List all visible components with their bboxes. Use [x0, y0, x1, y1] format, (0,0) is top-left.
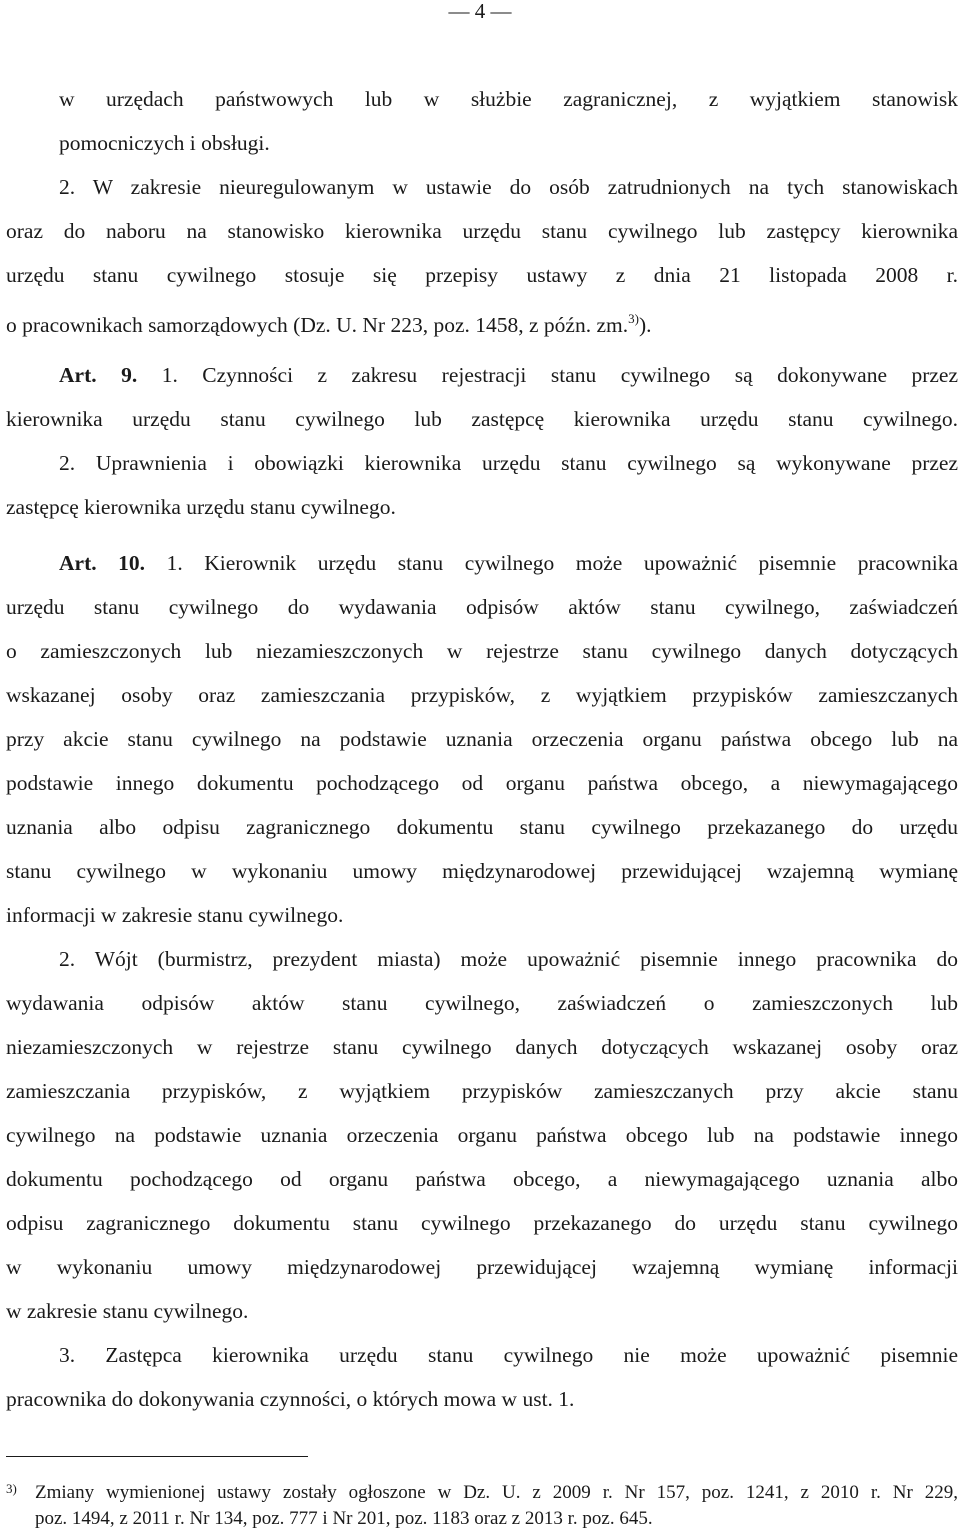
text-line: 2. Uprawnienia i obowiązki kierownika urzędu stanu cywilnego są wykonywane przez: [59, 451, 958, 475]
text-segment: o pracownikach samorządowych (Dz. U. Nr 223, poz. 1458, z późn. zm.: [6, 313, 629, 337]
text-line: w wykonaniu umowy międzynarodowej przewidującej wzajemną wymianę informacji: [6, 1255, 958, 1279]
article-label: Art. 10.: [59, 551, 146, 575]
article-label: Art. 9.: [59, 363, 138, 387]
text-line: uznania albo odpisu zagranicznego dokumentu stanu cywilnego przekazanego do urzędu: [6, 815, 958, 839]
text-line: 3. Zastępca kierownika urzędu stanu cywilnego nie może upoważnić pisemnie: [59, 1343, 958, 1367]
text-segment: 1. Czynności z zakresu rejestracji stanu cywilnego są dokonywane przez: [161, 363, 959, 387]
article-10: [6, 541, 958, 1421]
text-line: wskazanej osoby oraz zamieszczania przypisków, z wyjątkiem przypisków zamieszczanych: [6, 683, 958, 707]
text-line: w zakresie stanu cywilnego.: [6, 1299, 249, 1323]
text-line: 2. W zakresie nieuregulowanym w ustawie do osób zatrudnionych na tych stanowiskach: [59, 175, 958, 199]
footnote: [6, 1480, 958, 1532]
footnote-text: [35, 1480, 958, 1532]
text-line: pomocniczych i obsługi.: [59, 131, 270, 155]
text-line: niezamieszczonych w rejestrze stanu cywilnego danych dotyczących wskazanej osoby oraz: [6, 1035, 958, 1059]
text-line: informacji w zakresie stanu cywilnego.: [6, 903, 344, 927]
text-line: wydawania odpisów aktów stanu cywilnego, zaświadczeń o zamieszczonych lub: [6, 991, 958, 1015]
text-line: przy akcie stanu cywilnego na podstawie uznania orzeczenia organu państwa obcego lub na: [6, 727, 958, 751]
text-line: urzędu stanu cywilnego do wydawania odpisów aktów stanu cywilnego, zaświadczeń: [6, 595, 958, 619]
text-line: w urzędach państwowych lub w służbie zagranicznej, z wyjątkiem stanowisk: [59, 87, 958, 111]
paragraph-continuation: [6, 77, 958, 165]
text-line: podstawie innego dokumentu pochodzącego od organu państwa obcego, a niewymagającego: [6, 771, 958, 795]
text-line: poz. 1494, z 2011 r. Nr 134, poz. 777 i Nr 201, poz. 1183 oraz z 2013 r. poz. 645.: [35, 1508, 653, 1529]
text-line: cywilnego na podstawie uznania orzeczenia organu państwa obcego lub na podstawie innego: [6, 1123, 958, 1147]
text-line: zamieszczania przypisków, z wyjątkiem przypisków zamieszczanych przy akcie stanu: [6, 1079, 958, 1103]
text-segment: 1. Kierownik urzędu stanu cywilnego może upoważnić pisemnie pracownika: [166, 551, 959, 575]
text-line: stanu cywilnego w wykonaniu umowy międzynarodowej przewidującej wzajemną wymianę: [6, 859, 958, 883]
text-line: odpisu zagranicznego dokumentu stanu cywilnego przekazanego do urzędu stanu cywilnego: [6, 1211, 958, 1235]
text-line: [6, 353, 958, 397]
text-line: oraz do naboru na stanowisko kierownika urzędu stanu cywilnego lub zastępcy kierownika: [6, 219, 958, 243]
footnote-mark: 3): [6, 1481, 17, 1496]
text-line: Zmiany wymienionej ustawy zostały ogłoszone w Dz. U. z 2009 r. Nr 157, poz. 1241, z 2010 r. Nr 229,: [35, 1482, 958, 1503]
article-9: [6, 353, 958, 529]
footnote-reference: 3): [628, 311, 639, 326]
text-line: kierownika urzędu stanu cywilnego lub zastępcę kierownika urzędu stanu cywilnego.: [6, 407, 958, 431]
text-line: zastępcę kierownika urzędu stanu cywilnego.: [6, 495, 396, 519]
text-line: 2. Wójt (burmistrz, prezydent miasta) może upoważnić pisemnie innego pracownika do: [59, 947, 958, 971]
text-line: dokumentu pochodzącego od organu państwa obcego, a niewymagającego uznania albo: [6, 1167, 958, 1191]
paragraph-2: [6, 165, 958, 341]
text-line: [6, 297, 958, 341]
text-segment: ).: [638, 313, 652, 337]
footnote-separator: [6, 1456, 308, 1457]
text-line: [6, 541, 958, 585]
text-line: o zamieszczonych lub niezamieszczonych w rejestrze stanu cywilnego danych dotyczących: [6, 639, 958, 663]
text-line: pracownika do dokonywania czynności, o których mowa w ust. 1.: [6, 1387, 575, 1411]
page-number: — 4 —: [448, 0, 512, 23]
text-line: urzędu stanu cywilnego stosuje się przepisy ustawy z dnia 21 listopada 2008 r.: [6, 263, 958, 287]
